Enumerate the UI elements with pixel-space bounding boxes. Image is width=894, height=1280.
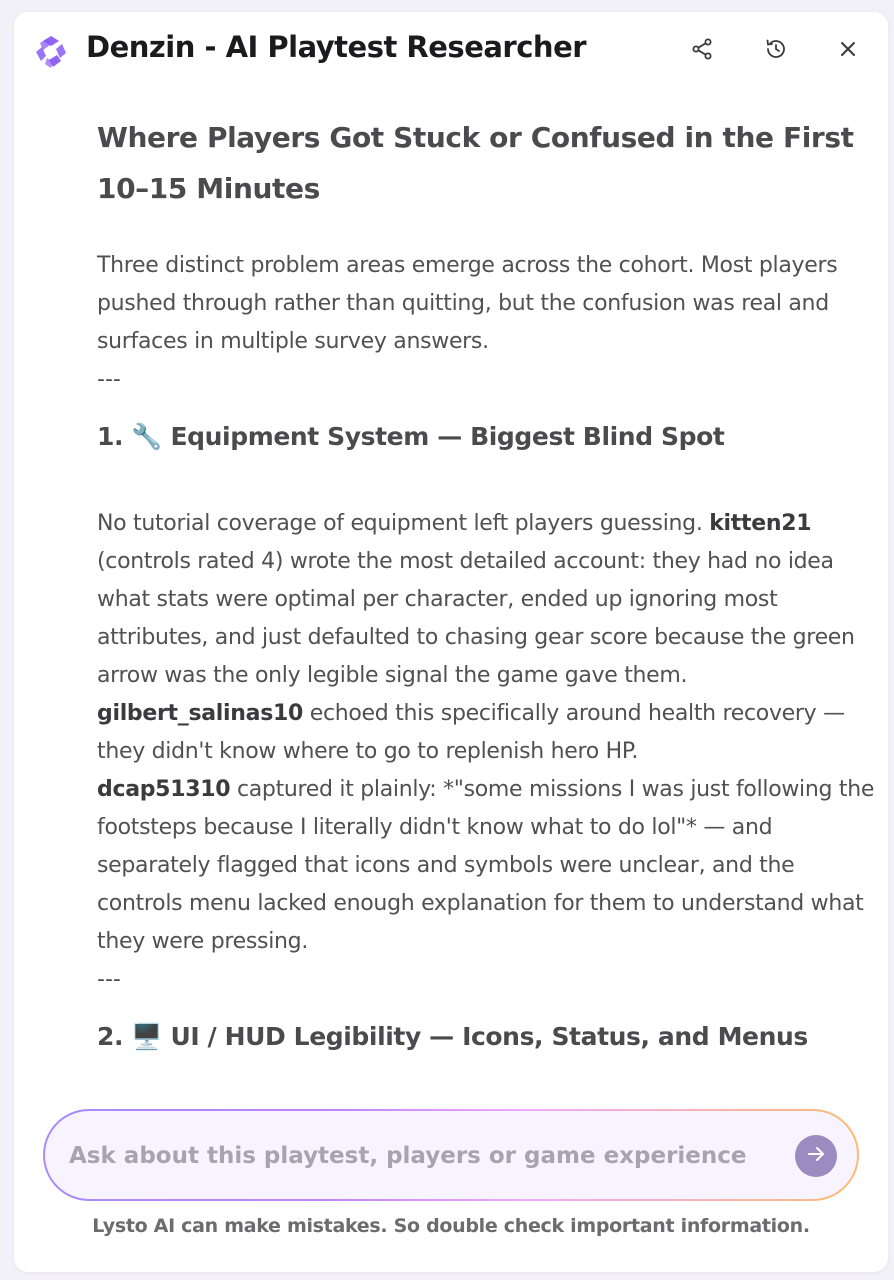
logo-icon bbox=[32, 33, 70, 71]
disclaimer-text: Lysto AI can make mistakes. So double check important information. bbox=[92, 1215, 810, 1237]
separator: --- bbox=[97, 367, 121, 392]
intro-paragraph: Three distinct problem areas emerge across the cohort. Most players pushed through rather than quitting, but the confusion was real and surfaces in multiple survey answers. bbox=[97, 253, 838, 354]
wrench-icon: 🔧 bbox=[131, 422, 163, 451]
panel-header bbox=[14, 12, 888, 90]
section-title: Equipment System — Biggest Blind Spot bbox=[170, 422, 725, 451]
composer bbox=[43, 1109, 859, 1201]
assistant-panel bbox=[14, 12, 888, 1272]
response-heading: Where Players Got Stuck or Confused in the First 10–15 Minutes bbox=[97, 121, 854, 205]
section-heading-equipment bbox=[97, 417, 877, 457]
composer-inner bbox=[45, 1111, 857, 1199]
content-fade bbox=[14, 1072, 888, 1112]
chat-input[interactable] bbox=[67, 1111, 771, 1201]
share-icon bbox=[690, 37, 714, 65]
paragraph-text: No tutorial coverage of equipment left players guessing. bbox=[97, 511, 703, 536]
equipment-paragraph bbox=[97, 505, 877, 961]
section-title: UI / HUD Legibility — Icons, Status, and Menus bbox=[170, 1022, 808, 1051]
panel-title: Denzin - AI Playtest Researcher bbox=[86, 30, 587, 64]
history-button[interactable] bbox=[759, 34, 793, 68]
send-button[interactable] bbox=[795, 1135, 837, 1177]
paragraph-text: echoed this specifically around health recovery — they didn't know where to go to replenish hero HP. bbox=[97, 701, 845, 764]
paragraph-text: (controls rated 4) wrote the most detailed account: they had no idea what stats were optimal per character, ended up ignoring most attributes, and just defaulted to chasing gear score because the green arrow was the only legible signal the game gave them. bbox=[97, 549, 855, 688]
close-button[interactable] bbox=[831, 34, 865, 68]
arrow-right-icon bbox=[805, 1143, 827, 1169]
history-icon bbox=[764, 37, 788, 65]
separator: --- bbox=[97, 967, 121, 992]
section-number: 2. bbox=[97, 1022, 124, 1051]
paragraph-text: captured it plainly: *"some missions I was just following the footsteps because I literally didn't know what to do lol"* — and separately flagged that icons and symbols were unclear, and the controls menu lacked enough explanation for them to understand what they were pressing. bbox=[97, 777, 875, 954]
section-number: 1. bbox=[97, 422, 124, 451]
share-button[interactable] bbox=[685, 34, 719, 68]
player-name: dcap51310 bbox=[97, 777, 231, 802]
monitor-icon: 🖥️ bbox=[131, 1022, 163, 1051]
close-icon bbox=[838, 39, 858, 63]
player-name: gilbert_salinas10 bbox=[97, 701, 304, 726]
player-name: kitten21 bbox=[709, 511, 812, 536]
section-heading-ui bbox=[97, 1017, 877, 1057]
message-content bbox=[97, 112, 877, 1057]
